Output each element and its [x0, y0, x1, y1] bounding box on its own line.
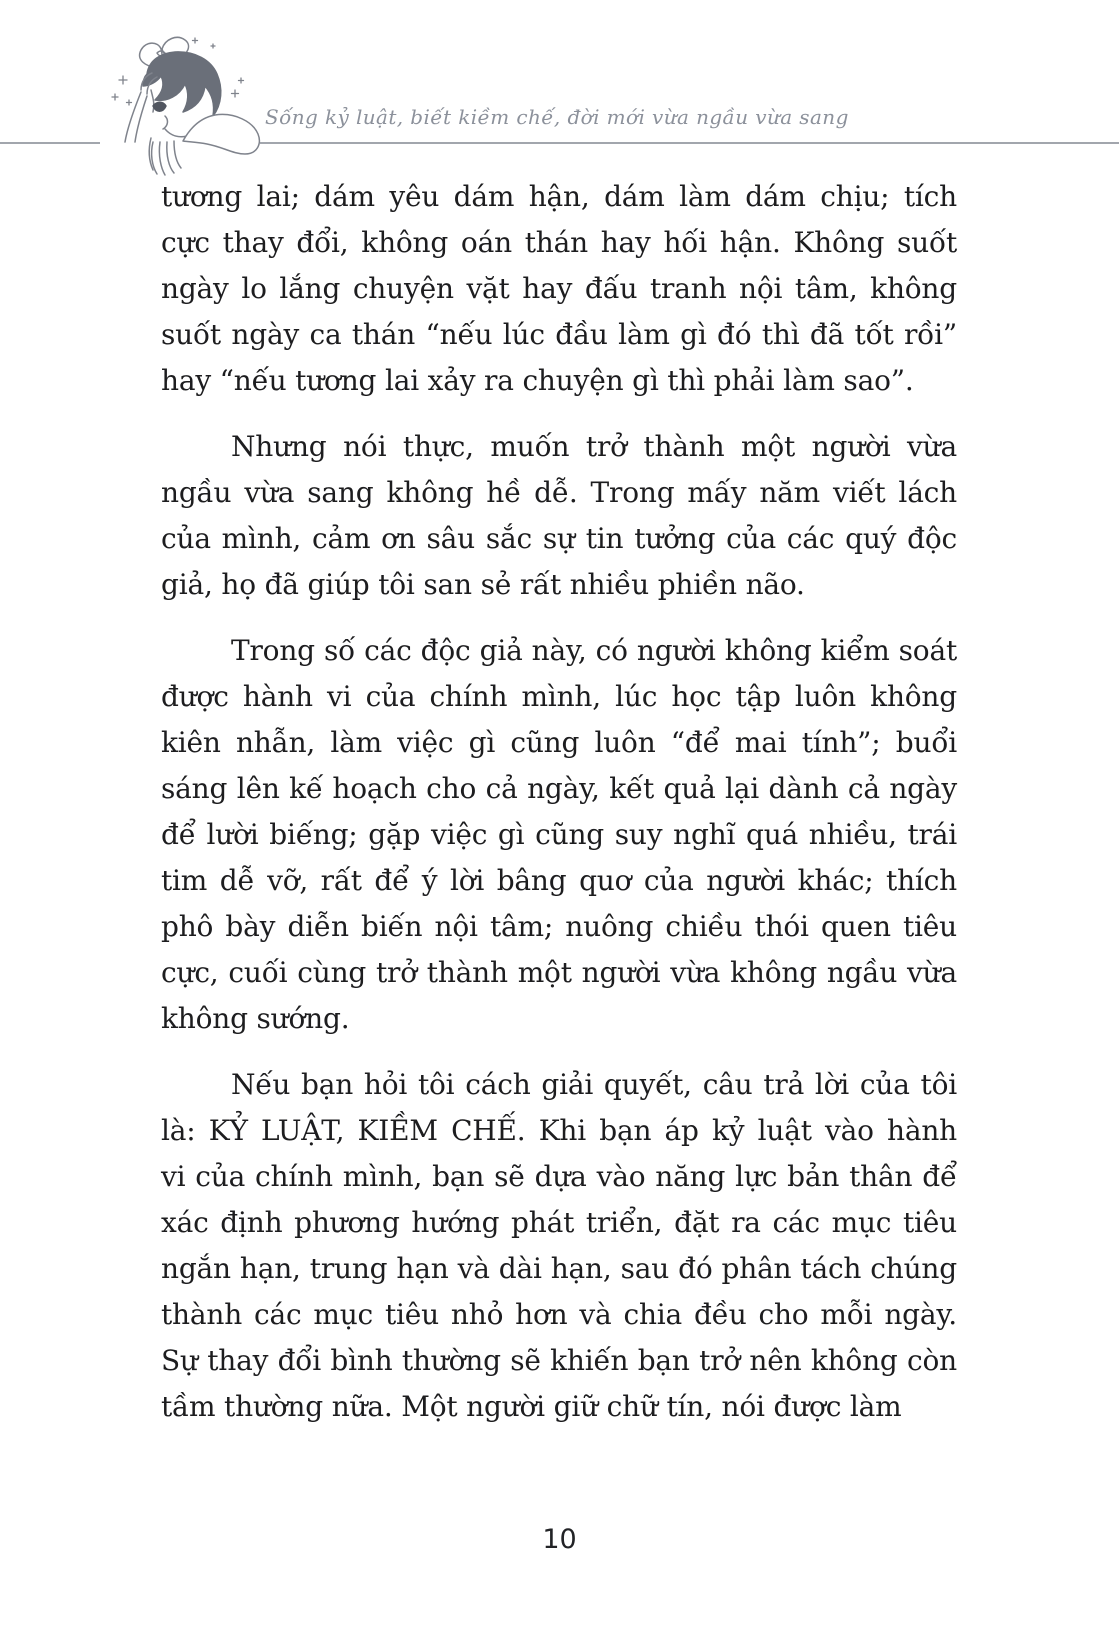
text-line: thành các mục tiêu nhỏ hơn và chia đều cho mỗi ngày. — [161, 1298, 957, 1331]
text-line: ngày lo lắng chuyện vặt hay đấu tranh nội tâm, không — [161, 272, 957, 305]
text-line: kiên nhẫn, làm việc gì cũng luôn “để mai tính”; buổi — [161, 726, 957, 759]
text-line: suốt ngày ca thán “nếu lúc đầu làm gì đó thì đã tốt rồi” — [161, 318, 957, 351]
text-line: được hành vi của chính mình, lúc học tập luôn không — [161, 680, 957, 713]
text-line: Nhưng nói thực, muốn trở thành một người vừa — [231, 430, 957, 463]
text-line: giả, họ đã giúp tôi san sẻ rất nhiều phiền não. — [161, 568, 805, 601]
text-line: xác định phương hướng phát triển, đặt ra các mục tiêu — [161, 1206, 957, 1239]
page-body — [161, 174, 957, 1430]
text-line: là: KỶ LUẬT, KIỀM CHẾ. Khi bạn áp kỷ luật vào hành — [161, 1114, 957, 1147]
text-line: Sự thay đổi bình thường sẽ khiến bạn trở nên không còn — [161, 1344, 957, 1377]
text-line: của mình, cảm ơn sâu sắc sự tin tưởng của các quý độc — [161, 522, 957, 555]
raised-arm-line — [125, 92, 141, 142]
text-line: Nếu bạn hỏi tôi cách giải quyết, câu trả lời của tôi — [231, 1068, 957, 1101]
text-line: cực, cuối cùng trở thành một người vừa không ngầu vừa — [161, 956, 957, 989]
text-line: ngắn hạn, trung hạn và dài hạn, sau đó phân tách chúng — [161, 1252, 957, 1285]
chin-line — [163, 116, 167, 129]
paragraph — [161, 628, 957, 1042]
text-line: vi của chính mình, bạn sẽ dựa vào năng lực bản thân để — [161, 1160, 957, 1193]
text-line: tầm thường nữa. Một người giữ chữ tín, nói được làm — [161, 1390, 902, 1423]
text-line: hay “nếu tương lai xảy ra chuyện gì thì phải làm sao”. — [161, 364, 914, 397]
text-line: để lười biếng; gặp việc gì cũng suy nghĩ quá nhiều, trái — [161, 818, 957, 851]
text-line: ngầu vừa sang không hề dễ. Trong mấy năm viết lách — [161, 476, 957, 509]
running-head: Sống kỷ luật, biết kiềm chế, đời mới vừa ngầu vừa sang — [265, 105, 849, 129]
text-line: tương lai; dám yêu dám hận, dám làm dám chịu; tích — [161, 180, 957, 213]
text-line: Trong số các độc giả này, có người không kiểm soát — [231, 634, 957, 667]
text-line: tim dễ vỡ, rất để ý lời bâng quơ của người khác; thích — [161, 864, 957, 897]
text-line: phô bày diễn biến nội tâm; nuông chiều thói quen tiêu — [161, 910, 957, 943]
page-number: 10 — [542, 1524, 577, 1555]
text-line: cực thay đổi, không oán thán hay hối hận. Không suốt — [161, 226, 957, 259]
neck-line — [165, 129, 187, 137]
paragraph — [161, 174, 957, 404]
paragraph — [161, 1062, 957, 1430]
woman-illustration — [95, 28, 270, 185]
text-line: sáng lên kế hoạch cho cả ngày, kết quả lại dành cả ngày — [161, 772, 957, 805]
paragraph — [161, 424, 957, 608]
lips-shape — [153, 102, 166, 111]
face-line — [151, 90, 154, 112]
text-line: không sướng. — [161, 1002, 350, 1035]
